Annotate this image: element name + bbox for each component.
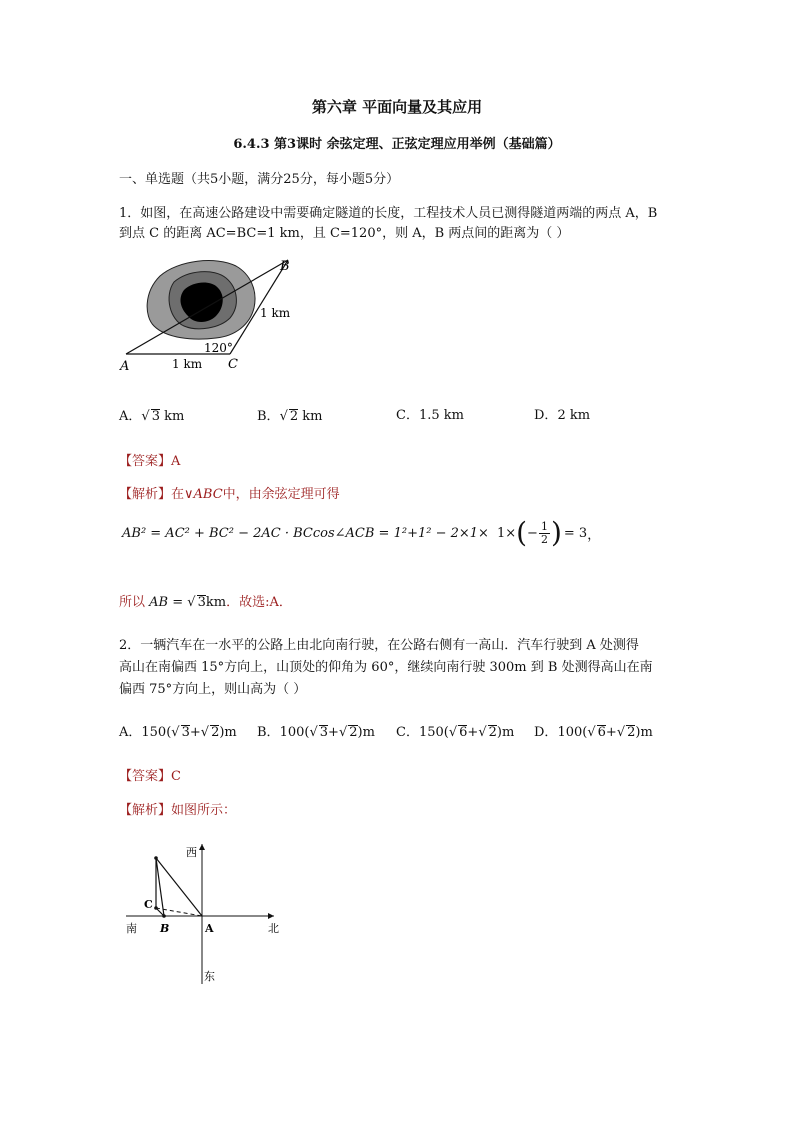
radicand: 3 bbox=[181, 725, 190, 740]
q1-option-d bbox=[534, 404, 590, 423]
fraction-one-half bbox=[539, 521, 550, 546]
sqrt-icon: √ bbox=[279, 409, 288, 424]
radicand: 2 bbox=[211, 725, 220, 740]
arrow-west-icon bbox=[199, 844, 205, 850]
analysis-suffix: 中，由余弦定理可得 bbox=[222, 487, 340, 502]
q1-conclusion bbox=[119, 591, 292, 610]
option-letter: A． bbox=[119, 725, 142, 740]
triangle-symbol: ∨ABC bbox=[184, 487, 223, 502]
label-b: B bbox=[280, 259, 290, 274]
option-letter: D． bbox=[534, 725, 558, 740]
label-ac-length: 1 km bbox=[172, 357, 203, 371]
label-east: 东 bbox=[204, 970, 215, 983]
formula-rhs: = 3 bbox=[563, 525, 588, 541]
label-c: C bbox=[144, 898, 153, 911]
option-plus: + bbox=[189, 725, 201, 740]
q2-option-c bbox=[396, 721, 514, 740]
label-south: 南 bbox=[126, 922, 137, 935]
option-plus: + bbox=[328, 725, 339, 740]
q1-answer: 【答案】A bbox=[119, 454, 181, 469]
q1-text-line2: 到点 C 的距离 AC=BC=1 km，且 C=120°，则 A，B 两点间的距离为（ ） bbox=[119, 226, 570, 241]
point-c bbox=[154, 906, 158, 910]
q2-answer: 【答案】C bbox=[119, 769, 181, 784]
lesson-title: 6.4.3 第3课时 余弦定理、正弦定理应用举例（基础篇） bbox=[233, 137, 561, 152]
fraction-numerator: 1 bbox=[540, 519, 548, 533]
option-coef: 150( bbox=[141, 725, 172, 740]
q1-option-b bbox=[257, 405, 322, 424]
arrow-north-icon bbox=[268, 913, 274, 919]
radicand: 3 bbox=[319, 725, 329, 740]
sqrt-icon: √ bbox=[141, 409, 150, 424]
option-plus: + bbox=[605, 725, 617, 740]
formula-lhs: AB² = AC² + BC² − 2AC · BCcos∠ACB = 1²+1² − 2×1× bbox=[122, 525, 489, 541]
option-letter: B． bbox=[257, 725, 280, 740]
sqrt-icon: √ bbox=[587, 725, 596, 740]
q1-analysis bbox=[119, 483, 340, 502]
conclusion-suffix: ．故选:A． bbox=[226, 595, 292, 610]
q2-compass-figure bbox=[120, 838, 290, 988]
fraction-denominator: 2 bbox=[540, 532, 548, 546]
radicand: 2 bbox=[289, 409, 299, 424]
option-value: 2 km bbox=[557, 408, 591, 423]
q1-tunnel-figure bbox=[118, 252, 298, 374]
analysis-prefix: 【解析】在 bbox=[119, 487, 185, 502]
sqrt-icon: √ bbox=[616, 725, 626, 740]
radicand: 2 bbox=[349, 725, 358, 740]
label-bc-length: 1 km bbox=[260, 306, 291, 320]
q1-formula bbox=[122, 515, 600, 551]
option-end: )m bbox=[496, 725, 515, 740]
sqrt-icon: √ bbox=[478, 725, 487, 740]
q2-text-line3: 偏西 75°方向上，则山高为（ ） bbox=[119, 682, 307, 697]
formula-minus: − bbox=[527, 525, 538, 541]
q1-option-a bbox=[119, 405, 184, 424]
label-north: 北 bbox=[268, 922, 279, 935]
sqrt-icon: √ bbox=[338, 725, 348, 740]
sqrt-icon: √ bbox=[171, 725, 180, 740]
label-c: C bbox=[228, 357, 238, 372]
radicand: 6 bbox=[459, 725, 468, 740]
label-angle-c: 120° bbox=[204, 341, 233, 355]
q2-option-d bbox=[534, 721, 653, 740]
q1-text-line1: 1．如图，在高速公路建设中需要确定隧道的长度，工程技术人员已测得隧道两端的两点 A，B bbox=[119, 206, 658, 221]
option-coef: 100( bbox=[557, 725, 588, 740]
q1-option-c bbox=[396, 404, 464, 423]
option-letter: D． bbox=[534, 408, 558, 423]
option-unit: km bbox=[159, 409, 185, 424]
option-letter: C． bbox=[396, 408, 419, 423]
conclusion-unit: km bbox=[205, 595, 227, 610]
sqrt-icon: √ bbox=[200, 725, 210, 740]
q2-analysis: 【解析】如图所示： bbox=[119, 803, 237, 818]
option-coef: 100( bbox=[279, 725, 310, 740]
radicand: 3 bbox=[151, 409, 160, 424]
formula-comma: ， bbox=[587, 527, 601, 543]
label-west: 西 bbox=[186, 846, 197, 859]
sqrt-icon: √ bbox=[309, 725, 318, 740]
q2-text-line1: 2．一辆汽车在一水平的公路上由北向南行驶，在公路右侧有一高山．汽车行驶到 A 处测得 bbox=[119, 638, 639, 653]
q2-text-line2: 高山在南偏西 15°方向上，山顶处的仰角为 60°，继续向南行驶 300m 到 B 处测得高山在南 bbox=[119, 660, 653, 675]
conclusion-prefix: 所以 bbox=[119, 595, 146, 610]
option-value: 1.5 km bbox=[418, 408, 464, 423]
label-b: B bbox=[160, 922, 170, 935]
label-a: A bbox=[120, 359, 130, 374]
option-end: )m bbox=[357, 725, 375, 740]
q2-option-b bbox=[257, 721, 375, 740]
chapter-title: 第六章 平面向量及其应用 bbox=[311, 98, 483, 116]
formula-mid: 1× bbox=[496, 525, 517, 541]
point-b bbox=[162, 914, 166, 918]
option-letter: A． bbox=[119, 409, 142, 424]
option-end: )m bbox=[635, 725, 653, 740]
option-plus: + bbox=[467, 725, 479, 740]
section-heading: 一、单选题（共5小题，满分25分，每小题5分） bbox=[119, 172, 400, 187]
sqrt-icon: √ bbox=[187, 595, 196, 610]
point-mountain-top bbox=[154, 856, 158, 860]
radicand: 2 bbox=[488, 725, 497, 740]
radicand: 3 bbox=[197, 595, 206, 610]
option-end: )m bbox=[219, 725, 237, 740]
q2-option-a bbox=[119, 721, 237, 740]
option-coef: 150( bbox=[418, 725, 449, 740]
right-paren-icon: ) bbox=[550, 516, 562, 549]
hill-shape bbox=[147, 261, 255, 340]
label-a: A bbox=[205, 922, 214, 935]
radicand: 2 bbox=[627, 725, 636, 740]
radicand: 6 bbox=[597, 725, 606, 740]
sqrt-icon: √ bbox=[448, 725, 458, 740]
option-unit: km bbox=[298, 409, 323, 424]
option-letter: B． bbox=[257, 409, 280, 424]
option-letter: C． bbox=[396, 725, 419, 740]
left-paren-icon: ( bbox=[516, 516, 528, 549]
conclusion-lhs: AB = bbox=[149, 595, 188, 610]
